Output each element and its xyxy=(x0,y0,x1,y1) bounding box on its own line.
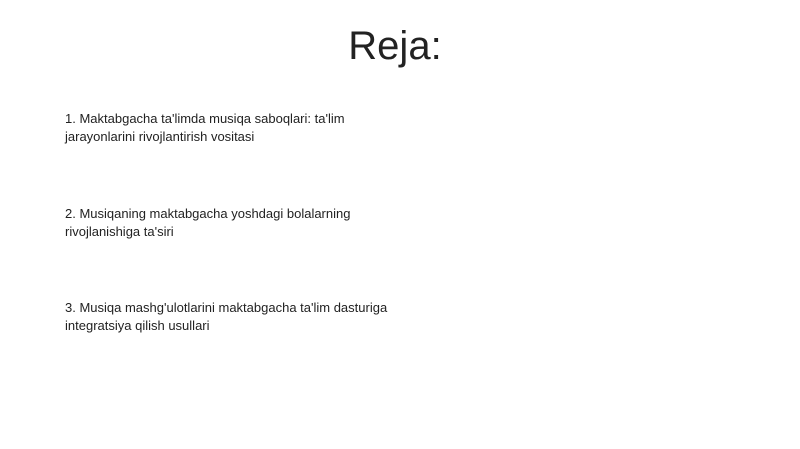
slide-title: Reja: xyxy=(348,24,442,68)
plan-item-2: 2. Musiqaning maktabgacha yoshdagi bolalarning rivojlanishiga ta'siri xyxy=(65,206,351,239)
plan-item-1: 1. Maktabgacha ta'limda musiqa saboqlari: ta'lim jarayonlarini rivojlantirish vositasi xyxy=(65,111,345,144)
plan-item-3: 3. Musiqa mashg'ulotlarini maktabgacha ta'lim dasturiga integratsiya qilish usullari xyxy=(65,300,388,333)
